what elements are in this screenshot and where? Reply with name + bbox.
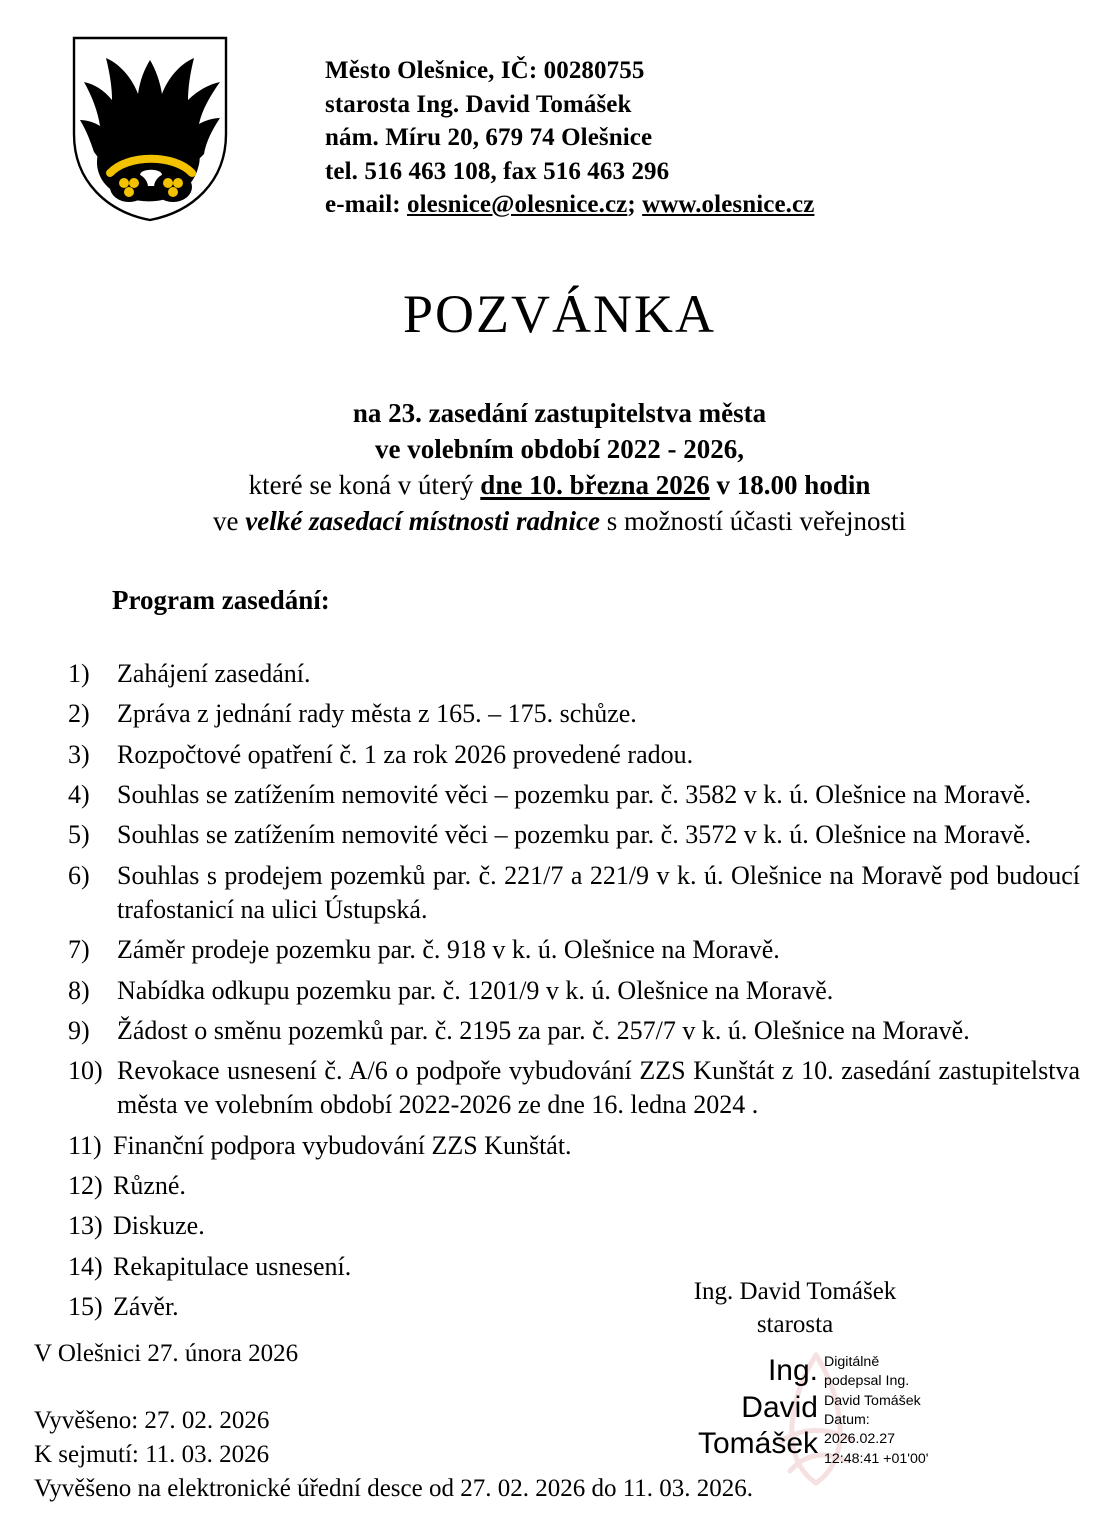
contact-separator: ; (627, 191, 643, 218)
agenda-item-text: Různé. (113, 1171, 186, 1201)
letterhead-line-contact (325, 188, 814, 222)
agenda-item-text: Zahájení zasedání. (117, 659, 311, 688)
posted-date: Vyvěšeno: 27. 02. 2026 (34, 1407, 270, 1434)
letterhead-line-phone: tel. 516 463 108, fax 516 463 296 (325, 157, 670, 185)
agenda-item-number: 2) (68, 699, 90, 729)
agenda-item-number: 6) (68, 860, 90, 890)
agenda-item-number: 4) (68, 779, 90, 809)
digisig-name-line3: Tomášek (697, 1427, 818, 1461)
subtitle-datetime-line (0, 468, 1119, 504)
digisig-name-line2: David (741, 1390, 818, 1424)
signer-name: Ing. David Tomášek (693, 1278, 897, 1305)
agenda-item-text: Záměr prodeje pozemku par. č. 918 v k. ú. Olešnice na Moravě. (117, 935, 780, 965)
letterhead (70, 34, 970, 224)
digital-signature-details (824, 1353, 936, 1469)
agenda-item-number: 13) (68, 1211, 103, 1241)
program-heading: Program zasedání: (112, 585, 330, 615)
agenda-item-number: 9) (68, 1015, 90, 1045)
agenda-item (68, 657, 1080, 691)
signature-block (640, 1276, 950, 1341)
digisig-name-line1: Ing. (767, 1354, 818, 1387)
signer-role: starosta (756, 1310, 834, 1338)
email-link[interactable]: olesnice@olesnice.cz (407, 191, 628, 218)
agenda-item (68, 1054, 1080, 1123)
meeting-time: v 18.00 hodin (709, 469, 871, 500)
agenda-item (68, 778, 1080, 812)
agenda-item-text: Finanční podpora vybudování ZZS Kunštát. (113, 1130, 572, 1160)
agenda-item (68, 738, 1080, 772)
agenda-item-number: 14) (68, 1251, 103, 1281)
digisig-detail-line2: podepsal Ing. (824, 1373, 910, 1390)
agenda-item-number: 3) (68, 739, 90, 769)
letterhead-line-address: nám. Míru 20, 679 74 Olešnice (325, 124, 653, 151)
agenda-item-text: Rozpočtové opatření č. 1 za rok 2026 provedené radou. (117, 739, 694, 769)
agenda-item-text: Rekapitulace usnesení. (113, 1251, 352, 1281)
digisig-detail-date: 2026.02.27 (824, 1431, 896, 1448)
agenda-item (68, 818, 1080, 852)
agenda-item-text: Zpráva z jednání rady města z 165. – 175. schůze. (117, 699, 637, 729)
agenda-item-number: 5) (68, 820, 90, 850)
agenda-item-text: Souhlas se zatížením nemovité věci – pozemku par. č. 3582 v k. ú. Olešnice na Moravě. (117, 779, 1032, 809)
electronic-board-note: Vyvěšeno na elektronické úřední desce od 27. 02. 2026 do 11. 03. 2026. (34, 1474, 754, 1502)
venue-name: velké zasedací místnosti radnice (245, 505, 600, 536)
email-label: e-mail: (325, 191, 408, 218)
digisig-detail-line3: David Tomášek (824, 1392, 921, 1409)
page-title: POZVÁNKA (403, 284, 716, 344)
digisig-detail-line1: Digitálně (824, 1354, 880, 1370)
agenda-item-number: 10) (68, 1056, 103, 1086)
agenda-item (68, 1169, 1080, 1203)
agenda-item-number: 7) (68, 935, 90, 965)
venue-pre: ve (213, 505, 246, 536)
website-link[interactable]: www.olesnice.cz (642, 191, 815, 218)
agenda-item-text: Nabídka odkupu pozemku par. č. 1201/9 v k. ú. Olešnice na Moravě. (117, 975, 834, 1005)
agenda-item (68, 697, 1080, 731)
digisig-detail-time: 12:48:41 +01'00' (824, 1450, 929, 1467)
meeting-date: dne 10. března 2026 (480, 469, 710, 500)
agenda-item-number: 12) (68, 1171, 103, 1201)
letterhead-line-mayor: starosta Ing. David Tomášek (325, 90, 632, 118)
digisig-detail-line4: Datum: (824, 1411, 870, 1428)
agenda-item (68, 859, 1080, 928)
agenda-list (68, 657, 1080, 1330)
agenda-item-text: Závěr. (113, 1292, 179, 1321)
subtitle-datetime-pre: které se koná v úterý (248, 469, 481, 500)
agenda-item-number: 15) (68, 1292, 103, 1321)
agenda-item (68, 974, 1080, 1008)
agenda-item-number: 1) (68, 659, 90, 688)
agenda-item-number: 8) (68, 975, 90, 1005)
letterhead-text (325, 54, 814, 222)
invitation-subtitle (0, 396, 1119, 540)
agenda-item-text: Žádost o směnu pozemků par. č. 2195 za par. č. 257/7 v k. ú. Olešnice na Moravě. (117, 1015, 970, 1045)
agenda-item-number: 11) (68, 1130, 102, 1160)
coat-of-arms-icon (70, 34, 230, 224)
agenda-item-text: Souhlas s prodejem pozemků par. č. 221/7 a 221/9 v k. ú. Olešnice na Moravě pod budoucí trafostanicí na ulici Ústupská. (117, 860, 1080, 924)
letterhead-line-municipality: Město Olešnice, IČ: 00280755 (325, 57, 645, 84)
removal-date: K sejmutí: 11. 03. 2026 (34, 1440, 270, 1468)
agenda-item-text: Revokace usnesení č. A/6 o podpoře vybudování ZZS Kunštát z 10. zasedání zastupitelstva města ve volebním období 2022-2026 ze dne 16. ledna 2024 . (117, 1056, 1080, 1120)
agenda-item (68, 1129, 1080, 1163)
agenda-item-text: Diskuze. (113, 1211, 205, 1241)
place-and-date: V Olešnici 27. února 2026 (34, 1340, 299, 1367)
subtitle-term-line: ve volebním období 2022 - 2026, (374, 433, 745, 464)
posting-info (34, 1404, 753, 1505)
agenda-item-text: Souhlas se zatížením nemovité věci – pozemku par. č. 3572 v k. ú. Olešnice na Moravě. (117, 820, 1032, 850)
agenda-item (68, 1209, 1080, 1243)
venue-post: s možností účasti veřejnosti (600, 505, 906, 536)
subtitle-venue-line (0, 504, 1119, 540)
agenda-item (68, 933, 1080, 967)
subtitle-session-line: na 23. zasedání zastupitelstva města (352, 398, 767, 428)
agenda-item (68, 1014, 1080, 1048)
